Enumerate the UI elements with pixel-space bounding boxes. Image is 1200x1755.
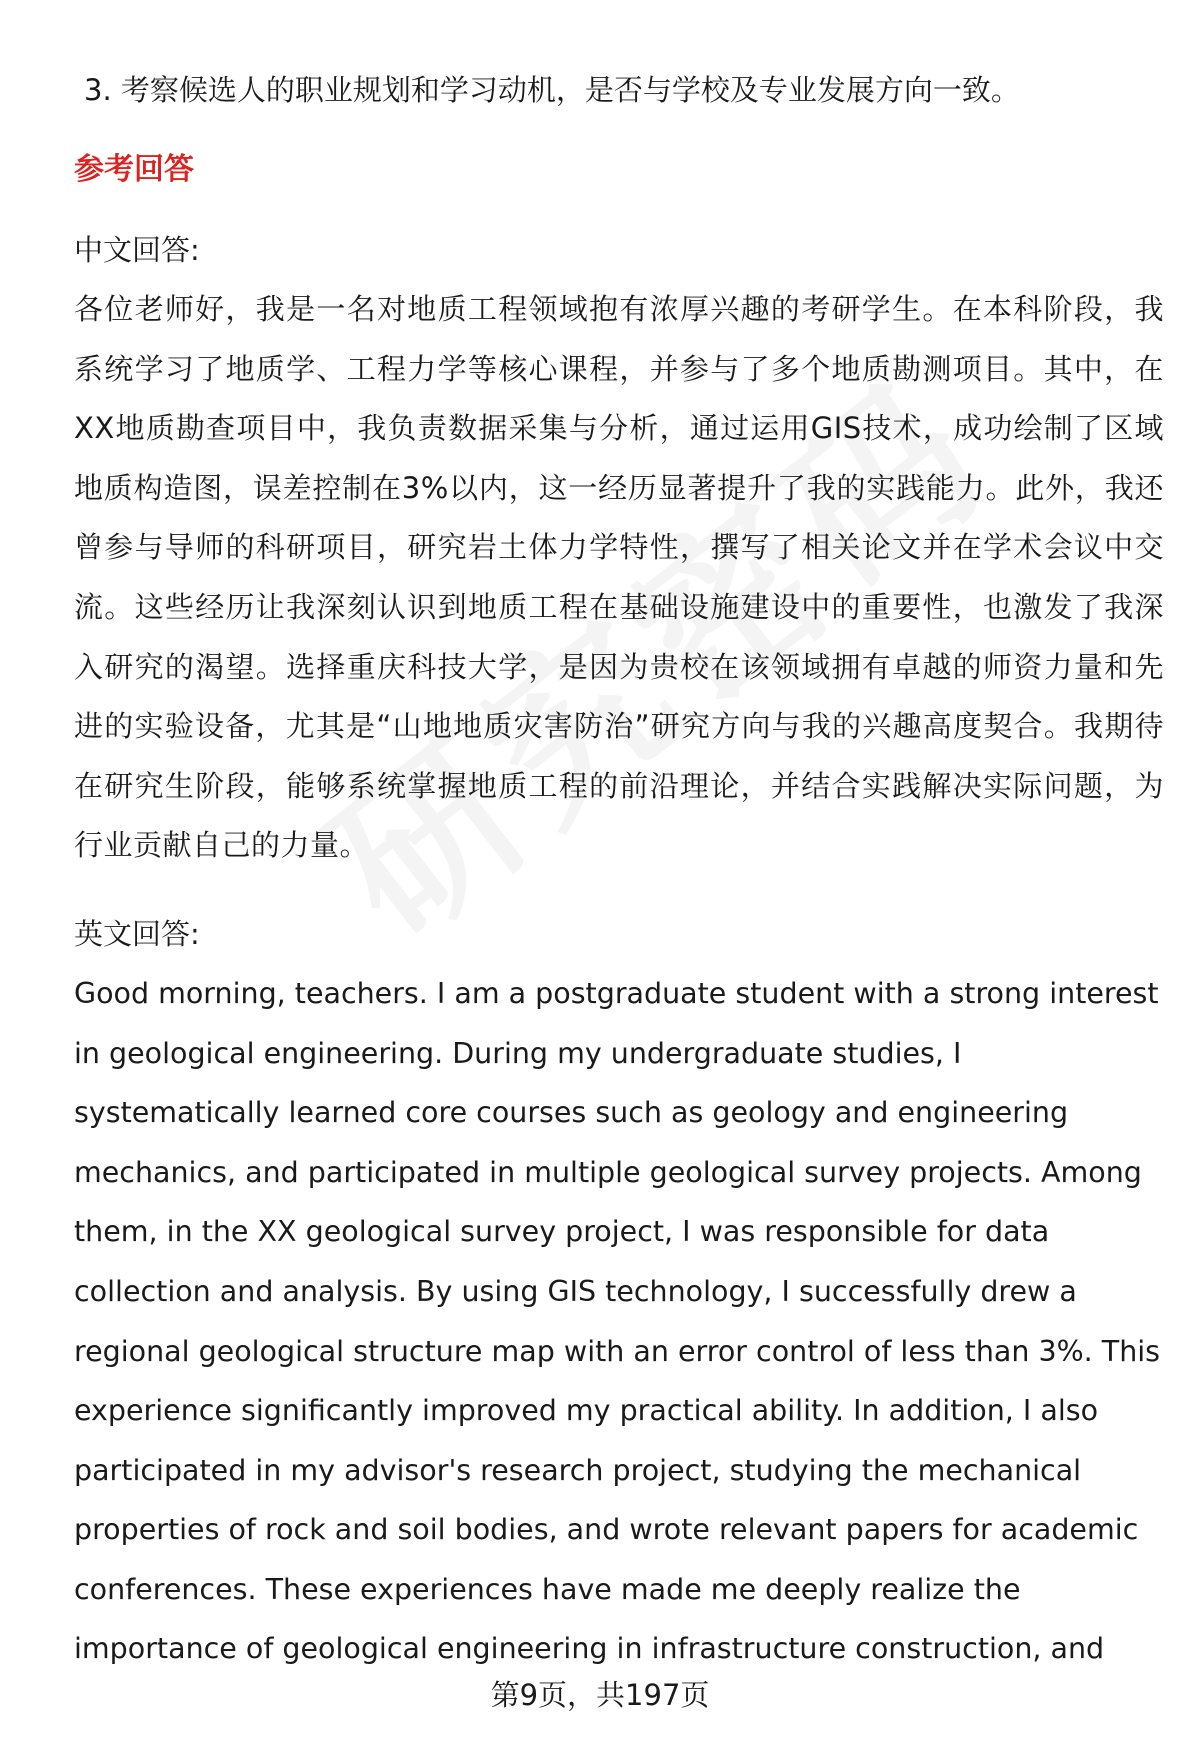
english-answer-label: 英文回答: (74, 916, 200, 951)
content-area (74, 60, 1164, 1679)
page-number-footer: 第9页，共197页 (490, 1678, 710, 1712)
chinese-answer-text: 各位老师好，我是一名对地质工程领域抱有浓厚兴趣的考研学生。在本科阶段，我系统学习了地质学、工程力学等核心课程，并参与了多个地质勘测项目。其中，在XX地质勘查项目中，我负责数据采集与分析，通过运用GIS技术，成功绘制了区域地质构造图，误差控制在3%以内，这一经历显著提升了我的实践能力。此外，我还曾参与导师的科研项目，研究岩土体力学特性，撰写了相关论文并在学术会议中交流。这些经历让我深刻认识到地质工程在基础设施建设中的重要性，也激发了我深入研究的渴望。选择重庆科技大学，是因为贵校在该领域拥有卓越的师资力量和先进的实验设备，尤其是“山地地质灾害防治”研究方向与我的兴趣高度契合。我期待在研究生阶段，能够系统掌握地质工程的前沿理论，并结合实践解决实际问题，为行业贡献自己的力量。 (74, 292, 1164, 863)
answer-heading: 参考回答 (74, 152, 194, 187)
chinese-answer-label: 中文回答: (74, 233, 200, 267)
english-answer-text: Good morning, teachers. I am a postgraduate student with a strong interest in geological engineering. During my undergraduate studies, I systematically learned core courses such as geology and engineering mechanics, and participated in multiple geological survey projects. Among them, in the XX geological survey project, I was responsible for data collection and analysis. By using GIS technology, I successfully drew a regional geological structure map with an error control of less than 3%. This experience significantly improved my practical ability. In addition, I also participated in my advisor's research project, studying the mechanical properties of rock and soil bodies, and wrote relevant papers for academic conferences. These experiences have made me deeply realize the importance of geological engineering in infrastructure construction, and (74, 976, 1161, 1666)
question-item: 3. 考察候选人的职业规划和学习动机，是否与学校及专业发展方向一致。 (84, 73, 1020, 107)
